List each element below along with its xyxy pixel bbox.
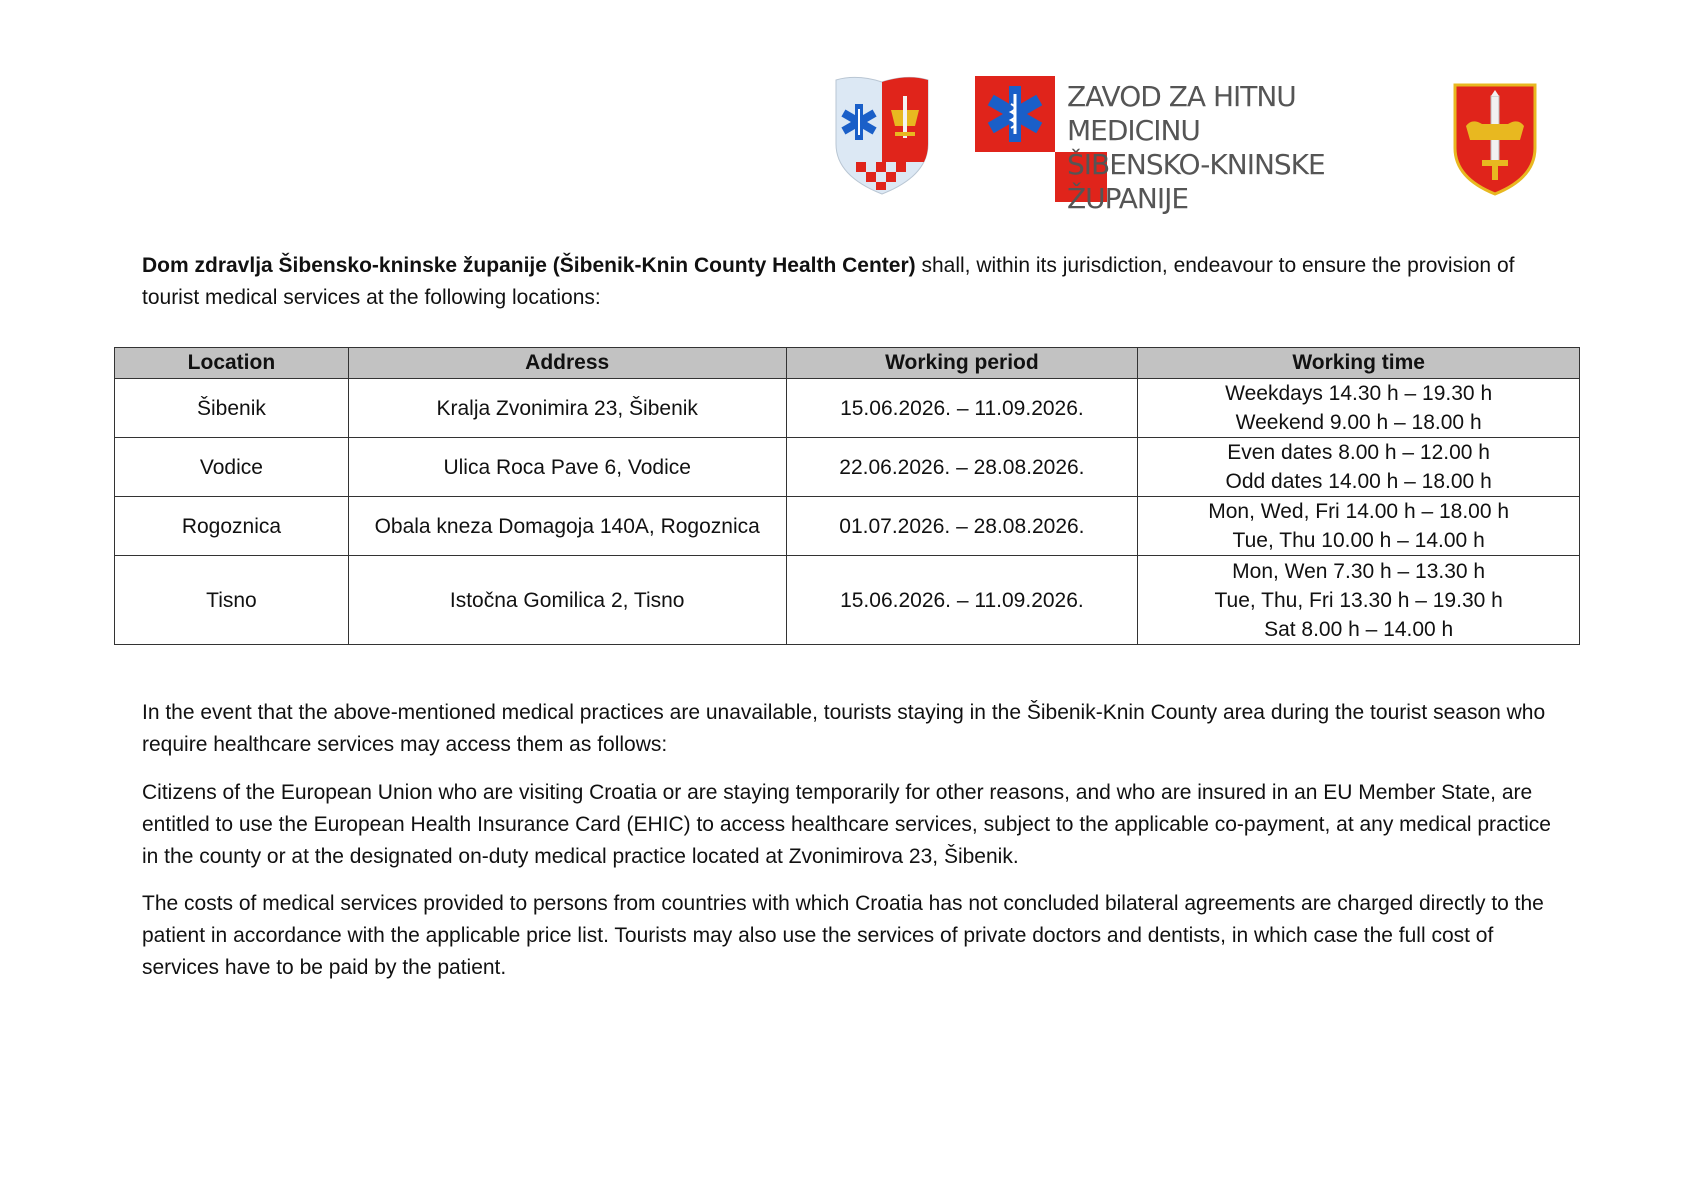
time-line: Tue, Thu 10.00 h – 14.00 h [1232,529,1485,552]
time-cell [1138,379,1580,438]
time-cell [1138,438,1580,497]
time-cell [1138,497,1580,556]
address-cell: Ulica Roca Pave 6, Vodice [348,438,786,497]
header-working-period: Working period [786,348,1138,379]
costs-paragraph: The costs of medical services provided to persons from countries with which Croatia has not concluded bilateral agreements are charged directly to the patient in accordance with the applicable price list. Tourists may also use the services of private doctors and dentists, in which case the full cost of services have to be paid by the patient. [142,892,1544,979]
locations-table [114,347,1580,645]
address-cell: Istočna Gomilica 2, Tisno [348,556,786,645]
eu-citizens-paragraph: Citizens of the European Union who are visiting Croatia or are staying temporarily for other reasons, and who are insured in an EU Member State, are entitled to use the European Health Insurance Card (EHIC) to access healthcare services, subject to the applicable co-payment, at any medical practice in the county or at the designated on-duty medical practice located at Zvonimirova 23, Šibenik. [142,781,1551,868]
time-line: Tue, Thu, Fri 13.30 h – 19.30 h [1214,588,1503,612]
table-row [115,497,1580,556]
unavailable-practices-paragraph: In the event that the above-mentioned medical practices are unavailable, tourists staying in the Šibenik-Knin County area during the tourist season who require healthcare services may access them as follows: [142,701,1546,756]
address-cell: Obala kneza Domagoja 140A, Rogoznica [348,497,786,556]
time-line: Weekdays 14.30 h – 19.30 h [1225,382,1493,405]
location-cell: Vodice [115,438,349,497]
intro-text: shall, within its jurisdiction, endeavour to ensure the provision of tourist medical services at the following locations: [142,254,1515,309]
time-line: Weekend 9.00 h – 18.00 h [1235,411,1482,434]
period-cell: 15.06.2026. – 11.09.2026. [786,556,1138,645]
time-line: Odd dates 14.00 h – 18.00 h [1225,470,1492,493]
time-line: Sat 8.00 h – 14.00 h [1264,617,1454,641]
intro-paragraph [142,250,1552,314]
location-cell: Tisno [115,556,349,645]
health-center-name: Dom zdravlja Šibensko-kninske županije (Šibenik-Knin County Health Center) [142,254,916,277]
table-row [115,556,1580,645]
institute-logo-text [1067,80,1413,216]
table-header-row [115,348,1580,379]
time-cell [1138,556,1580,645]
location-cell: Rogoznica [115,497,349,556]
institute-logo [975,76,1413,215]
logo-text-line-1: ZAVOD ZA HITNU MEDICINU [1067,80,1296,147]
period-cell: 22.06.2026. – 28.08.2026. [786,438,1138,497]
header-address: Address [348,348,786,379]
table-row [115,379,1580,438]
time-line: Mon, Wed, Fri 14.00 h – 18.00 h [1208,500,1510,523]
header-working-time: Working time [1138,348,1580,379]
time-line: Mon, Wen 7.30 h – 13.30 h [1232,559,1486,583]
county-coat-of-arms-logo [1452,82,1538,196]
address-cell: Kralja Zvonimira 23, Šibenik [348,379,786,438]
header-location: Location [115,348,349,379]
table-row [115,438,1580,497]
period-cell: 15.06.2026. – 11.09.2026. [786,379,1138,438]
time-line: Even dates 8.00 h – 12.00 h [1227,441,1490,464]
logo-text-line-2: ŠIBENSKO-KNINSKE ŽUPANIJE [1067,148,1325,215]
location-cell: Šibenik [115,379,349,438]
emergency-shield-logo [832,74,932,196]
period-cell: 01.07.2026. – 28.08.2026. [786,497,1138,556]
